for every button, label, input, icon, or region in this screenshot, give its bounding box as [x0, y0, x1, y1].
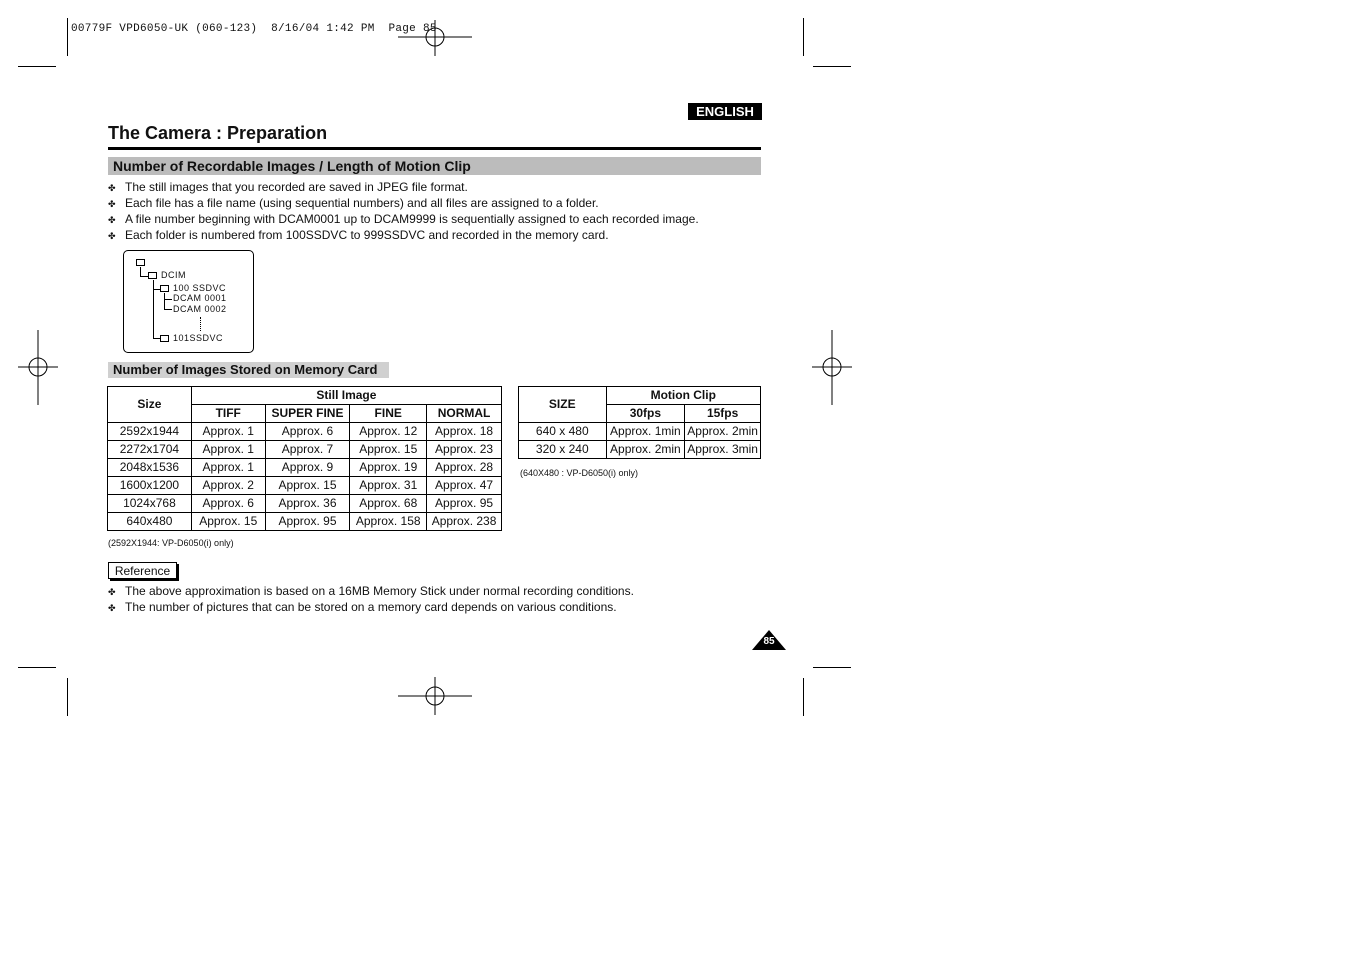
folder-icon	[160, 285, 169, 292]
cross-bullet-icon: ✤	[108, 183, 116, 193]
motion-table-note: (640X480 : VP-D6050(i) only)	[520, 468, 639, 478]
folder-icon	[148, 272, 157, 279]
list-item: ✤ A file number beginning with DCAM0001 up to DCAM9999 is sequentially assigned to each recorded image.	[108, 212, 699, 226]
table-row: 2592x1944 Approx. 1 Approx. 6 Approx. 12 Approx. 18	[108, 423, 502, 441]
still-table-note: (2592X1944: VP-D6050(i) only)	[108, 538, 234, 548]
table-header-size: Size	[108, 387, 192, 423]
reference-label: Reference	[108, 562, 177, 579]
table-row: 1600x1200 Approx. 2 Approx. 15 Approx. 31 Approx. 47	[108, 477, 502, 495]
cross-bullet-icon: ✤	[108, 231, 116, 241]
list-item: ✤ Each folder is numbered from 100SSDVC to 999SSDVC and recorded in the memory card.	[108, 228, 609, 242]
table-row: 1024x768 Approx. 6 Approx. 36 Approx. 68 Approx. 95	[108, 495, 502, 513]
folder-label: 101SSDVC	[173, 333, 224, 343]
language-badge: ENGLISH	[688, 103, 762, 120]
bullet-list	[108, 179, 699, 243]
folder-label: 100 SSDVC	[173, 283, 227, 293]
file-label: DCAM 0002	[173, 304, 227, 314]
file-label: DCAM 0001	[173, 293, 227, 303]
table-header: 15fps	[685, 405, 761, 423]
table-header: TIFF	[191, 405, 265, 423]
list-item: ✤ Each file has a file name (using sequential numbers) and all files are assigned to a folder.	[108, 196, 599, 210]
section-title: Number of Recordable Images / Length of Motion Clip	[108, 157, 761, 175]
table-row: 2048x1536 Approx. 1 Approx. 9 Approx. 19 Approx. 28	[108, 459, 502, 477]
still-image-table	[107, 386, 502, 531]
motion-clip-table	[518, 386, 761, 459]
print-slug-line: 00779F VPD6050-UK (060-123) 8/16/04 1:42 PM Page 85	[71, 23, 437, 35]
subsection-title: Number of Images Stored on Memory Card	[108, 362, 389, 378]
table-header-size: SIZE	[519, 387, 607, 423]
table-header: SUPER FINE	[265, 405, 350, 423]
reference-bullet-list	[108, 583, 634, 615]
page-title: The Camera : Preparation	[108, 123, 328, 143]
folder-tree-diagram	[123, 250, 254, 353]
registration-mark-icon	[812, 330, 852, 405]
list-item: ✤ The above approximation is based on a 16MB Memory Stick under normal recording conditions.	[108, 584, 634, 598]
page-number: 85	[763, 636, 775, 647]
table-header: FINE	[350, 405, 427, 423]
registration-mark-icon	[18, 330, 58, 405]
folder-label: DCIM	[161, 270, 186, 280]
table-header: 30fps	[606, 405, 685, 423]
cross-bullet-icon: ✤	[108, 199, 116, 209]
table-row: 2272x1704 Approx. 1 Approx. 7 Approx. 15 Approx. 23	[108, 441, 502, 459]
cross-bullet-icon: ✤	[108, 215, 116, 225]
table-header-group: Still Image	[191, 387, 501, 405]
table-row: 640x480 Approx. 15 Approx. 95 Approx. 158 Approx. 238	[108, 513, 502, 531]
list-item: ✤ The number of pictures that can be stored on a memory card depends on various conditions.	[108, 600, 617, 614]
cross-bullet-icon: ✤	[108, 587, 116, 597]
table-header: NORMAL	[427, 405, 502, 423]
page-number-badge	[752, 630, 786, 650]
title-divider	[108, 147, 761, 150]
folder-icon	[160, 335, 169, 342]
table-header-group: Motion Clip	[606, 387, 760, 405]
registration-mark-icon	[398, 677, 472, 715]
table-row: 320 x 240 Approx. 2min Approx. 3min	[519, 441, 761, 459]
list-item: ✤ The still images that you recorded are saved in JPEG file format.	[108, 180, 468, 194]
cross-bullet-icon: ✤	[108, 603, 116, 613]
table-row: 640 x 480 Approx. 1min Approx. 2min	[519, 423, 761, 441]
folder-icon	[136, 259, 145, 266]
